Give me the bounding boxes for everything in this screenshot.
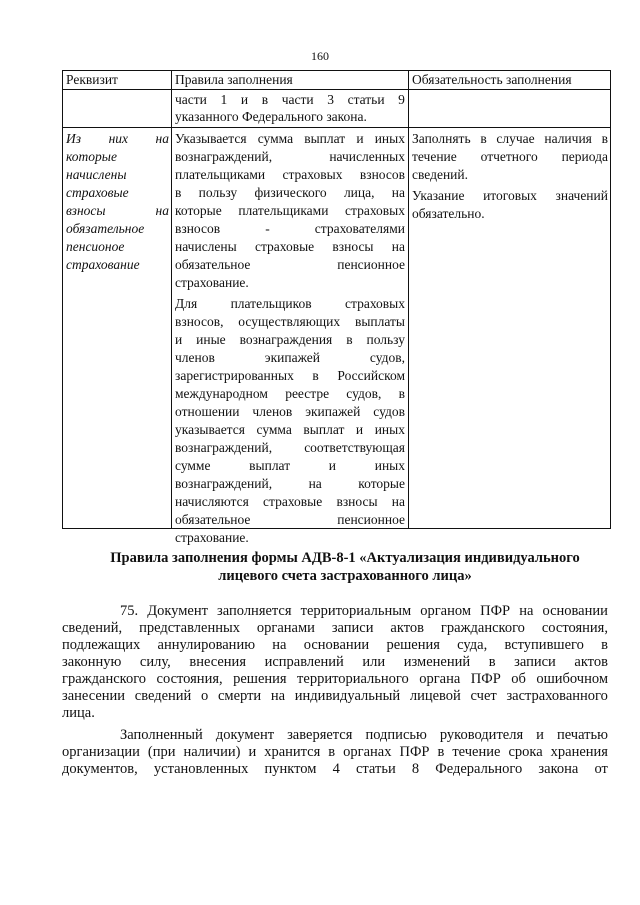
paragraph2-line: организации (при наличии) и хранится в органах ПФР в течение срока хранения [62,744,608,760]
paragraph1-line: гражданского состояния, решения территориального органа ПФР об ошибочном [62,671,608,687]
section-heading-line2: лицевого счета застрахованного лица» [218,568,472,584]
table-border-right [610,70,611,529]
paragraph1-line: 75. Документ заполняется территориальным органом ПФР на основании [120,603,608,619]
row2-pravila-line: и иные вознаграждения в пользу [175,332,405,347]
row2-obyazat-line: обязательно. [412,206,485,221]
header-divider [62,89,611,90]
row2-pravila-line: которые плательщиками страховых [175,203,405,218]
row2-pravila-line: взносов - страхователями [175,221,405,236]
row2-obyazat-line: течение отчетного периода [412,149,608,164]
column-divider-2 [408,70,409,529]
table-border-top [62,70,611,71]
row2-pravila-line: начислены страховые взносы на [175,239,405,254]
row2-pravila-line: сумме выплат и иных [175,458,405,473]
row2-pravila-line: страхование. [175,530,249,545]
row2-pravila-line: обязательное пенсионное [175,257,405,272]
header-obyazatelnost: Обязательность заполнения [412,72,572,87]
row2-rekvizit-line: которые [66,149,117,164]
paragraph2-line: Заполненный документ заверяется подписью руководителя и печатью [120,727,608,743]
row2-rekvizit-line: обязательное [66,221,145,236]
header-pravila: Правила заполнения [175,72,293,87]
row2-pravila-line: начисляются страховые взносы на [175,494,405,509]
row2-pravila-line: в пользу физического лица, на [175,185,405,200]
row2-rekvizit-line: страхование [66,257,140,272]
row2-rekvizit-line: начислены [66,167,127,182]
paragraph2-line: документов, установленных пунктом 4 статьи 8 Федерального закона от [62,761,608,777]
row2-pravila-line: Для плательщиков страховых [175,296,405,311]
paragraph1-line: лица. [62,705,95,721]
paragraph1-line: законную силу, внесения исправлений или изменений в записи актов [62,654,608,670]
row2-obyazat-line: сведений. [412,167,469,182]
row2-pravila-line: зарегистрированных в Российском [175,368,405,383]
paragraph1-line: занесении сведений о смерти на индивидуальный лицевой счет застрахованного [62,688,608,704]
row1-pravila-line: указанного Федерального закона. [175,109,367,124]
row2-obyazat-line: Указание итоговых значений [412,188,608,203]
column-divider-1 [171,70,172,529]
row2-pravila-line: Указывается сумма выплат и иных [175,131,405,146]
table-border-left [62,70,63,529]
row2-rekvizit-line: страховые [66,185,129,200]
row2-pravila-line: членов экипажей судов, [175,350,405,365]
row2-pravila-line: вознаграждений, на которые [175,476,405,491]
row2-pravila-line: плательщиками страховых взносов [175,167,405,182]
row2-obyazat-line: Заполнять в случае наличия в [412,131,608,146]
row2-pravila-line: взносов, осуществляющих выплаты [175,314,405,329]
paragraph1-line: сведений, представленных органами записи актов гражданского состояния, [62,620,608,636]
row2-rekvizit-line: пенсионое [66,239,125,254]
paragraph1-line: подлежащих аннулированию на основании решения суда, вступившего в [62,637,608,653]
row-divider [62,127,611,128]
row2-rekvizit-line: взносы на [66,203,169,218]
row1-pravila-line: части 1 и в части 3 статьи 9 [175,92,405,107]
table-border-bottom [62,528,611,529]
row2-pravila-line: указывается сумма выплат и иных [175,422,405,437]
row2-pravila-line: международном реестре судов, в [175,386,405,401]
row2-pravila-line: страхование. [175,275,249,290]
section-heading-line1: Правила заполнения формы АДВ-8-1 «Актуализация индивидуального [110,550,580,566]
row2-pravila-line: отношении членов экипажей судов [175,404,405,419]
row2-pravila-line: обязательное пенсионное [175,512,405,527]
page-number: 160 [311,49,329,63]
header-rekvizit: Реквизит [66,72,118,87]
row2-pravila-line: вознаграждений, соответствующая [175,440,405,455]
row2-rekvizit-line: Из них на [66,131,169,146]
row2-pravila-line: вознаграждений, начисленных [175,149,405,164]
